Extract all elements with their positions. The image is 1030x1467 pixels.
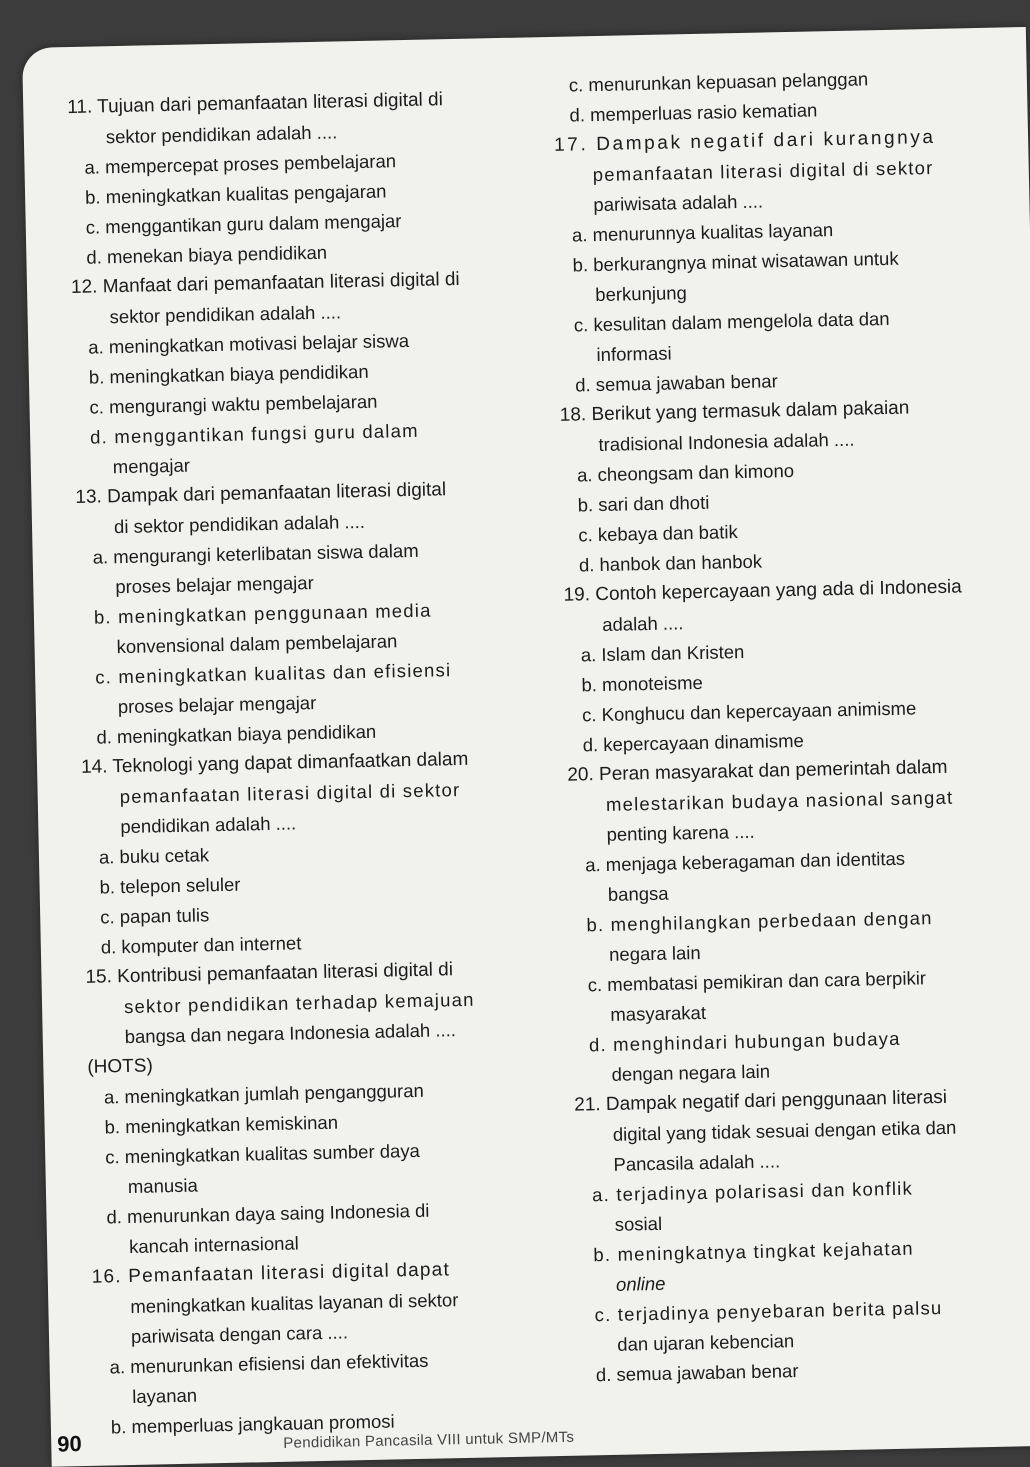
right-column-line: adalah ....	[601, 612, 684, 635]
right-column-line: 21. Dampak negatif dari penggunaan literasi	[574, 1086, 948, 1116]
right-column-line: bangsa	[607, 882, 669, 905]
right-column-line: a. cheongsam dan kimono	[576, 459, 795, 486]
left-column-line: c. meningkatkan kualitas sumber daya	[105, 1139, 421, 1168]
left-column-line: a. mempercepat proses pembelajaran	[84, 150, 397, 178]
left-column-line: di sektor pendidikan adalah ....	[113, 510, 366, 538]
left-column-line: d. menekan biaya pendidikan	[86, 241, 328, 268]
right-column-line: informasi	[596, 342, 672, 366]
right-column-line: dan ujaran kebencian	[617, 1330, 795, 1355]
right-column-line: 18. Berikut yang termasuk dalam pakaian	[559, 397, 910, 426]
left-column-line: a. meningkatkan jumlah pengangguran	[103, 1079, 425, 1108]
left-column-line: a. mengurangi keterlibatan siswa dalam	[92, 539, 419, 568]
left-column-line: c. menggantikan guru dalam mengajar	[85, 210, 402, 238]
right-column-line: a. menurunnya kualitas layanan	[571, 219, 834, 246]
right-column-line: d. semua jawaban benar	[574, 370, 778, 396]
right-column	[552, 27, 1022, 1386]
left-column-line: (HOTS)	[87, 1055, 154, 1078]
left-column-line: bangsa dan negara Indonesia adalah ....	[124, 1019, 457, 1048]
right-column-line: c. menurunkan kepuasan pelanggan	[568, 68, 869, 96]
right-column-line: negara lain	[608, 941, 701, 965]
left-column-line: layanan	[132, 1384, 198, 1407]
left-column-line: b. memperluas jangkauan promosi	[110, 1410, 395, 1438]
left-column-line: c. meningkatkan kualitas dan efisiensi	[94, 659, 452, 688]
right-column-line: 20. Peran masyarakat dan pemerintah dalam	[567, 756, 948, 786]
left-column-line: manusia	[127, 1174, 199, 1198]
left-column-line: b. meningkatkan biaya pendidikan	[88, 360, 369, 388]
right-column-line: d. semua jawaban benar	[595, 1360, 799, 1386]
left-column-line: b. meningkatkan kemiskinan	[104, 1111, 339, 1138]
right-column-line: melestarikan budaya nasional sangat	[605, 786, 954, 815]
left-column-line: pendidikan adalah ....	[120, 812, 297, 838]
left-column-line: 16. Pemanfaatan literasi digital dapat	[91, 1259, 451, 1288]
right-column-line: penting karena ....	[606, 820, 755, 845]
right-column-line: sosial	[614, 1212, 663, 1235]
page-number: 90	[56, 1431, 82, 1457]
left-column-line: pemanfaatan literasi digital di sektor	[119, 778, 461, 808]
right-column-line: b. menghilangkan perbedaan dengan	[586, 907, 933, 936]
right-column-line: a. menjaga keberagaman dan identitas	[585, 847, 906, 876]
left-column	[66, 38, 506, 1438]
left-column-line: c. papan tulis	[99, 904, 210, 928]
right-column-line: online	[615, 1272, 666, 1295]
right-column-line: tradisional Indonesia adalah ....	[598, 428, 855, 456]
right-column-line: b. meningkatnya tingkat kejahatan	[593, 1237, 914, 1266]
right-column-line: c. kebaya dan batik	[578, 521, 738, 546]
left-column-line: d. menurunkan daya saing Indonesia di	[106, 1199, 430, 1228]
left-column-line: d. meningkatkan biaya pendidikan	[96, 720, 377, 748]
right-column-line: c. kesulitan dalam mengelola data dan	[573, 307, 890, 336]
left-column-line: a. buku cetak	[98, 844, 210, 868]
right-column-line: Pancasila adalah ....	[613, 1150, 781, 1175]
right-column-line: b. berkurangnya minat wisatawan untuk	[572, 247, 899, 276]
left-column-line: kancah internasional	[128, 1232, 300, 1258]
right-column-line: digital yang tidak sesuai dengan etika dan	[612, 1116, 957, 1145]
left-column-line: meningkatkan kualitas layanan di sektor	[130, 1289, 459, 1318]
left-column-line: 12. Manfaat dari pemanfaatan literasi digital di	[70, 268, 460, 299]
left-column-line: c. mengurangi waktu pembelajaran	[89, 390, 378, 418]
right-column-line: d. memperluas rasio kematian	[569, 99, 818, 126]
left-column-line: proses belajar mengajar	[117, 691, 317, 718]
left-column-line: konvensional dalam pembelajaran	[116, 630, 398, 658]
left-column-line: 11. Tujuan dari pemanfaatan literasi digital di	[67, 89, 444, 119]
left-column-line: sektor pendidikan terhadap kemajuan	[123, 988, 475, 1018]
right-column-line: a. Islam dan Kristen	[580, 641, 745, 666]
left-column-line: d. komputer dan internet	[100, 932, 302, 958]
right-column-line: b. monoteisme	[581, 671, 703, 696]
left-column-line: sektor pendidikan adalah ....	[109, 301, 342, 328]
left-column-line: d. menggantikan fungsi guru dalam	[89, 419, 419, 448]
book-title: Pendidikan Pancasila VIII untuk SMP/MTs	[283, 1428, 575, 1452]
right-column-line: c. membatasi pemikiran dan cara berpikir	[587, 967, 927, 996]
right-column-line: b. sari dan dhoti	[577, 491, 710, 516]
left-column-line: 14. Teknologi yang dapat dimanfaatkan dalam	[80, 748, 469, 778]
right-column-line: d. kepercayaan dinamisme	[582, 729, 804, 756]
left-column-line: b. meningkatkan penggunaan media	[93, 599, 432, 628]
right-column-line: d. hanbok dan hanbok	[578, 550, 763, 576]
right-column-line: 17. Dampak negatif dari kurangnya	[553, 126, 936, 156]
left-column-line: sektor pendidikan adalah ....	[105, 121, 338, 148]
right-column-line: pariwisata adalah ....	[593, 190, 764, 216]
right-column-line: c. terjadinya penyebaran berita palsu	[594, 1297, 943, 1326]
textbook-page	[22, 27, 1030, 1467]
left-column-line: 15. Kontribusi pemanfaatan literasi digital di	[85, 959, 454, 988]
left-column-line: pariwisata dengan cara ....	[130, 1321, 349, 1347]
right-column-line: a. terjadinya polarisasi dan konflik	[591, 1177, 914, 1206]
left-column-line: a. menurunkan efisiensi dan efektivitas	[109, 1349, 429, 1378]
right-column-line: pemanfaatan literasi digital di sektor	[592, 156, 934, 186]
right-column-line: c. Konghucu dan kepercayaan animisme	[581, 697, 917, 726]
left-column-line: b. meningkatkan kualitas pengajaran	[84, 180, 387, 208]
left-column-line: mengajar	[112, 454, 191, 478]
right-column-line: berkunjung	[595, 282, 688, 306]
left-column-line: a. meningkatkan motivasi belajar siswa	[88, 329, 410, 358]
left-column-line: b. telepon seluler	[99, 873, 241, 898]
right-column-line: d. menghindari hubungan budaya	[588, 1027, 901, 1056]
left-column-line: proses belajar mengajar	[115, 572, 314, 598]
right-column-line: masyarakat	[610, 1001, 707, 1025]
left-column-line: 13. Dampak dari pemanfaatan literasi digital	[75, 479, 447, 508]
right-column-line: dengan negara lain	[611, 1060, 771, 1085]
right-column-line: 19. Contoh kepercayaan yang ada di Indonesia	[563, 576, 962, 606]
